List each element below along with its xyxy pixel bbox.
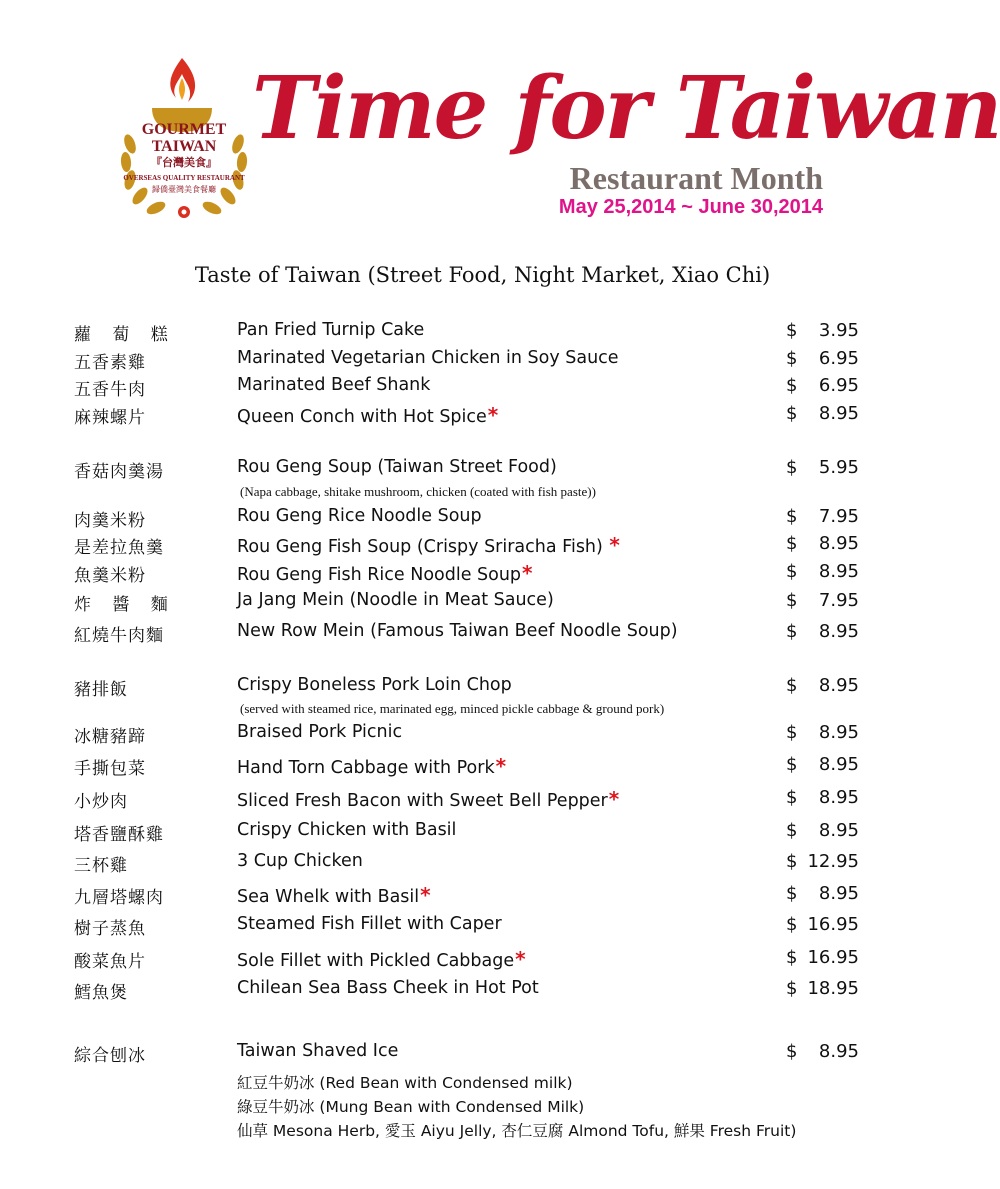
item-name-en: [237, 621, 678, 641]
item-price: 8.95: [818, 675, 859, 696]
menu-item: [0, 533, 915, 559]
item-name-en-text: Crispy Boneless Pork Loin Chop: [237, 675, 512, 695]
item-name-en: [237, 754, 506, 778]
menu-item: [0, 722, 915, 748]
currency-symbol: $: [786, 375, 798, 396]
spicy-asterisk-icon: *: [515, 947, 526, 971]
spicy-asterisk-icon: *: [495, 754, 507, 778]
item-name-zh: 小炒肉: [74, 792, 128, 812]
shaved-ice-option: 綠豆牛奶冰 (Mung Bean with Condensed Milk): [237, 1098, 585, 1116]
item-name-zh: 酸菜魚片: [74, 952, 146, 972]
item-name-en: [237, 320, 424, 340]
item-name-en-text: Rou Geng Fish Rice Noodle Soup: [237, 565, 522, 585]
item-price: 5.95: [818, 457, 859, 478]
item-name-en: [237, 947, 526, 971]
item-price: 8.95: [818, 621, 859, 642]
currency-symbol: $: [786, 506, 798, 527]
item-name-en: [237, 561, 533, 585]
item-name-zh: 三杯雞: [74, 856, 128, 876]
item-name-zh: 綜合刨冰: [74, 1046, 146, 1066]
item-name-en-text: Taiwan Shaved Ice: [237, 1041, 399, 1061]
item-name-en: [237, 590, 554, 610]
item-name-zh: 五香牛肉: [74, 380, 146, 400]
menu-item: [0, 978, 915, 1004]
item-name-en-text: Sea Whelk with Basil: [237, 887, 420, 907]
item-name-zh: 麻辣螺片: [74, 408, 146, 428]
menu-item: [0, 561, 915, 587]
menu-item: [0, 914, 915, 940]
item-name-zh: 手撕包菜: [74, 759, 146, 779]
item-name-zh: 鱈魚煲: [74, 983, 128, 1003]
menu-item: [0, 403, 915, 429]
menu-item: [0, 675, 915, 701]
menu-item: [0, 883, 915, 909]
item-name-en-text: Rou Geng Fish Soup (Crispy Sriracha Fish): [237, 537, 609, 557]
item-price: 16.95: [807, 914, 859, 935]
gourmet-taiwan-logo: [108, 52, 260, 222]
item-price: 18.95: [807, 978, 859, 999]
item-price: 8.95: [818, 820, 859, 841]
logo-text-mid: TAIWAN: [151, 138, 217, 155]
spicy-asterisk-icon: *: [487, 403, 499, 427]
menu-item: [0, 348, 915, 374]
logo-text-top: GOURMET: [141, 121, 227, 138]
item-price: 8.95: [818, 722, 859, 743]
item-name-en-text: Sliced Fresh Bacon with Sweet Bell Pepper: [237, 791, 608, 811]
shaved-ice-option: 紅豆牛奶冰 (Red Bean with Condensed milk): [237, 1074, 573, 1092]
menu-item: [0, 820, 915, 846]
item-name-en-text: Crispy Chicken with Basil: [237, 820, 457, 840]
item-name-en: [237, 978, 539, 998]
currency-symbol: $: [786, 403, 798, 424]
item-name-en: [237, 820, 456, 840]
page-title: Time for Taiwan: [252, 58, 1000, 159]
currency-symbol: $: [786, 978, 798, 999]
gourmet-taiwan-emblem-icon: [108, 52, 260, 222]
item-name-zh: 是差拉魚羹: [74, 538, 164, 558]
menu-item: [0, 457, 915, 483]
currency-symbol: $: [786, 1041, 798, 1062]
menu-item: [0, 621, 915, 647]
item-name-en: [237, 675, 512, 695]
currency-symbol: $: [786, 320, 798, 341]
item-price: 8.95: [818, 883, 859, 904]
item-price: 7.95: [818, 506, 859, 527]
menu-item: [0, 375, 915, 401]
currency-symbol: $: [786, 787, 798, 808]
item-note-rou-geng-soup: (Napa cabbage, shitake mushroom, chicken (coated with fish paste)): [240, 484, 596, 499]
item-name-zh: 紅燒牛肉麵: [74, 626, 164, 646]
item-name-en: [237, 348, 619, 368]
item-name-en-text: Rou Geng Rice Noodle Soup: [237, 506, 482, 526]
page-subtitle: Restaurant Month: [569, 160, 823, 196]
event-dates: May 25,2014 ~ June 30,2014: [558, 196, 823, 218]
item-name-en: [237, 375, 430, 395]
item-name-zh: 魚羹米粉: [74, 566, 146, 586]
menu-item: [0, 1041, 915, 1067]
item-name-zh: 塔香鹽酥雞: [74, 825, 164, 845]
currency-symbol: $: [786, 457, 798, 478]
currency-symbol: $: [786, 851, 798, 872]
item-note-pork-chop: (served with steamed rice, marinated egg, minced pickle cabbage & ground pork): [240, 701, 665, 716]
item-price: 16.95: [807, 947, 859, 968]
item-price: 8.95: [818, 533, 859, 554]
currency-symbol: $: [786, 754, 798, 775]
item-price: 6.95: [818, 375, 859, 396]
spicy-asterisk-icon: *: [522, 561, 533, 585]
item-name-en: [237, 787, 619, 811]
currency-symbol: $: [786, 914, 798, 935]
item-price: 8.95: [818, 403, 859, 424]
currency-symbol: $: [786, 820, 798, 841]
section-title: Taste of Taiwan (Street Food, Night Market, Xiao Chi): [194, 263, 771, 287]
currency-symbol: $: [786, 722, 798, 743]
spicy-asterisk-icon: *: [608, 787, 620, 811]
item-price: 6.95: [818, 348, 859, 369]
item-name-en: [237, 722, 402, 742]
item-name-en: [237, 506, 482, 526]
menu-item: [0, 320, 915, 346]
item-name-en: [237, 914, 502, 934]
menu-item: [0, 754, 915, 780]
item-price: 8.95: [818, 787, 859, 808]
menu-item: [0, 787, 915, 813]
item-name-en-text: 3 Cup Chicken: [237, 851, 363, 871]
logo-text-bottom-zh: 歸僑臺灣美食餐廳: [152, 185, 216, 194]
item-name-en-text: Marinated Vegetarian Chicken in Soy Sauce: [237, 348, 619, 368]
item-price: 8.95: [818, 754, 859, 775]
item-name-en: [237, 533, 620, 557]
item-name-zh: 冰糖豬蹄: [74, 727, 146, 747]
item-name-en-text: Ja Jang Mein (Noodle in Meat Sauce): [237, 590, 554, 610]
item-name-zh: 炸 醬 麵: [74, 595, 176, 615]
item-name-en: [237, 403, 498, 427]
spicy-asterisk-icon: *: [609, 533, 620, 557]
item-name-en-text: Pan Fried Turnip Cake: [237, 320, 425, 340]
item-price: 3.95: [818, 320, 859, 341]
shaved-ice-option: 仙草 Mesona Herb, 愛玉 Aiyu Jelly, 杏仁豆腐 Almond Tofu, 鮮果 Fresh Fruit): [237, 1122, 797, 1140]
item-name-en-text: New Row Mein (Famous Taiwan Beef Noodle Soup): [237, 621, 678, 641]
item-name-en-text: Marinated Beef Shank: [237, 375, 431, 395]
item-name-en: [237, 1041, 398, 1061]
menu-item: [0, 947, 915, 973]
menu-item: [0, 590, 915, 616]
item-name-en-text: Steamed Fish Fillet with Caper: [237, 914, 502, 934]
item-name-en-text: Chilean Sea Bass Cheek in Hot Pot: [237, 978, 539, 998]
currency-symbol: $: [786, 561, 798, 582]
item-name-en-text: Rou Geng Soup (Taiwan Street Food): [237, 457, 557, 477]
currency-symbol: $: [786, 675, 798, 696]
item-name-en: [237, 457, 557, 477]
item-price: 8.95: [818, 1041, 859, 1062]
item-name-en: [237, 883, 431, 907]
menu-item: [0, 851, 915, 877]
currency-symbol: $: [786, 883, 798, 904]
currency-symbol: $: [786, 533, 798, 554]
menu-item: [0, 506, 915, 532]
item-name-zh: 蘿 蔔 糕: [74, 325, 176, 345]
currency-symbol: $: [786, 621, 798, 642]
currency-symbol: $: [786, 947, 798, 968]
currency-symbol: $: [786, 348, 798, 369]
logo-text-zh: 『台灣美食』: [151, 156, 217, 169]
item-name-zh: 香菇肉羹湯: [74, 462, 164, 482]
item-name-zh: 肉羹米粉: [74, 511, 146, 531]
item-name-en: [237, 851, 363, 871]
item-name-zh: 五香素雞: [74, 353, 146, 373]
item-name-zh: 九層塔螺肉: [74, 888, 164, 908]
item-price: 7.95: [818, 590, 859, 611]
item-price: 8.95: [818, 561, 859, 582]
spicy-asterisk-icon: *: [420, 883, 431, 907]
item-price: 12.95: [807, 851, 859, 872]
item-name-en-text: Braised Pork Picnic: [237, 722, 403, 742]
currency-symbol: $: [786, 590, 798, 611]
item-name-en-text: Queen Conch with Hot Spice: [237, 407, 487, 427]
item-name-en-text: Sole Fillet with Pickled Cabbage: [237, 951, 515, 971]
logo-text-ring: OVERSEAS QUALITY RESTAURANT: [123, 174, 245, 182]
item-name-zh: 豬排飯: [74, 680, 128, 700]
item-name-en-text: Hand Torn Cabbage with Pork: [237, 758, 495, 778]
item-name-zh: 樹子蒸魚: [74, 919, 146, 939]
